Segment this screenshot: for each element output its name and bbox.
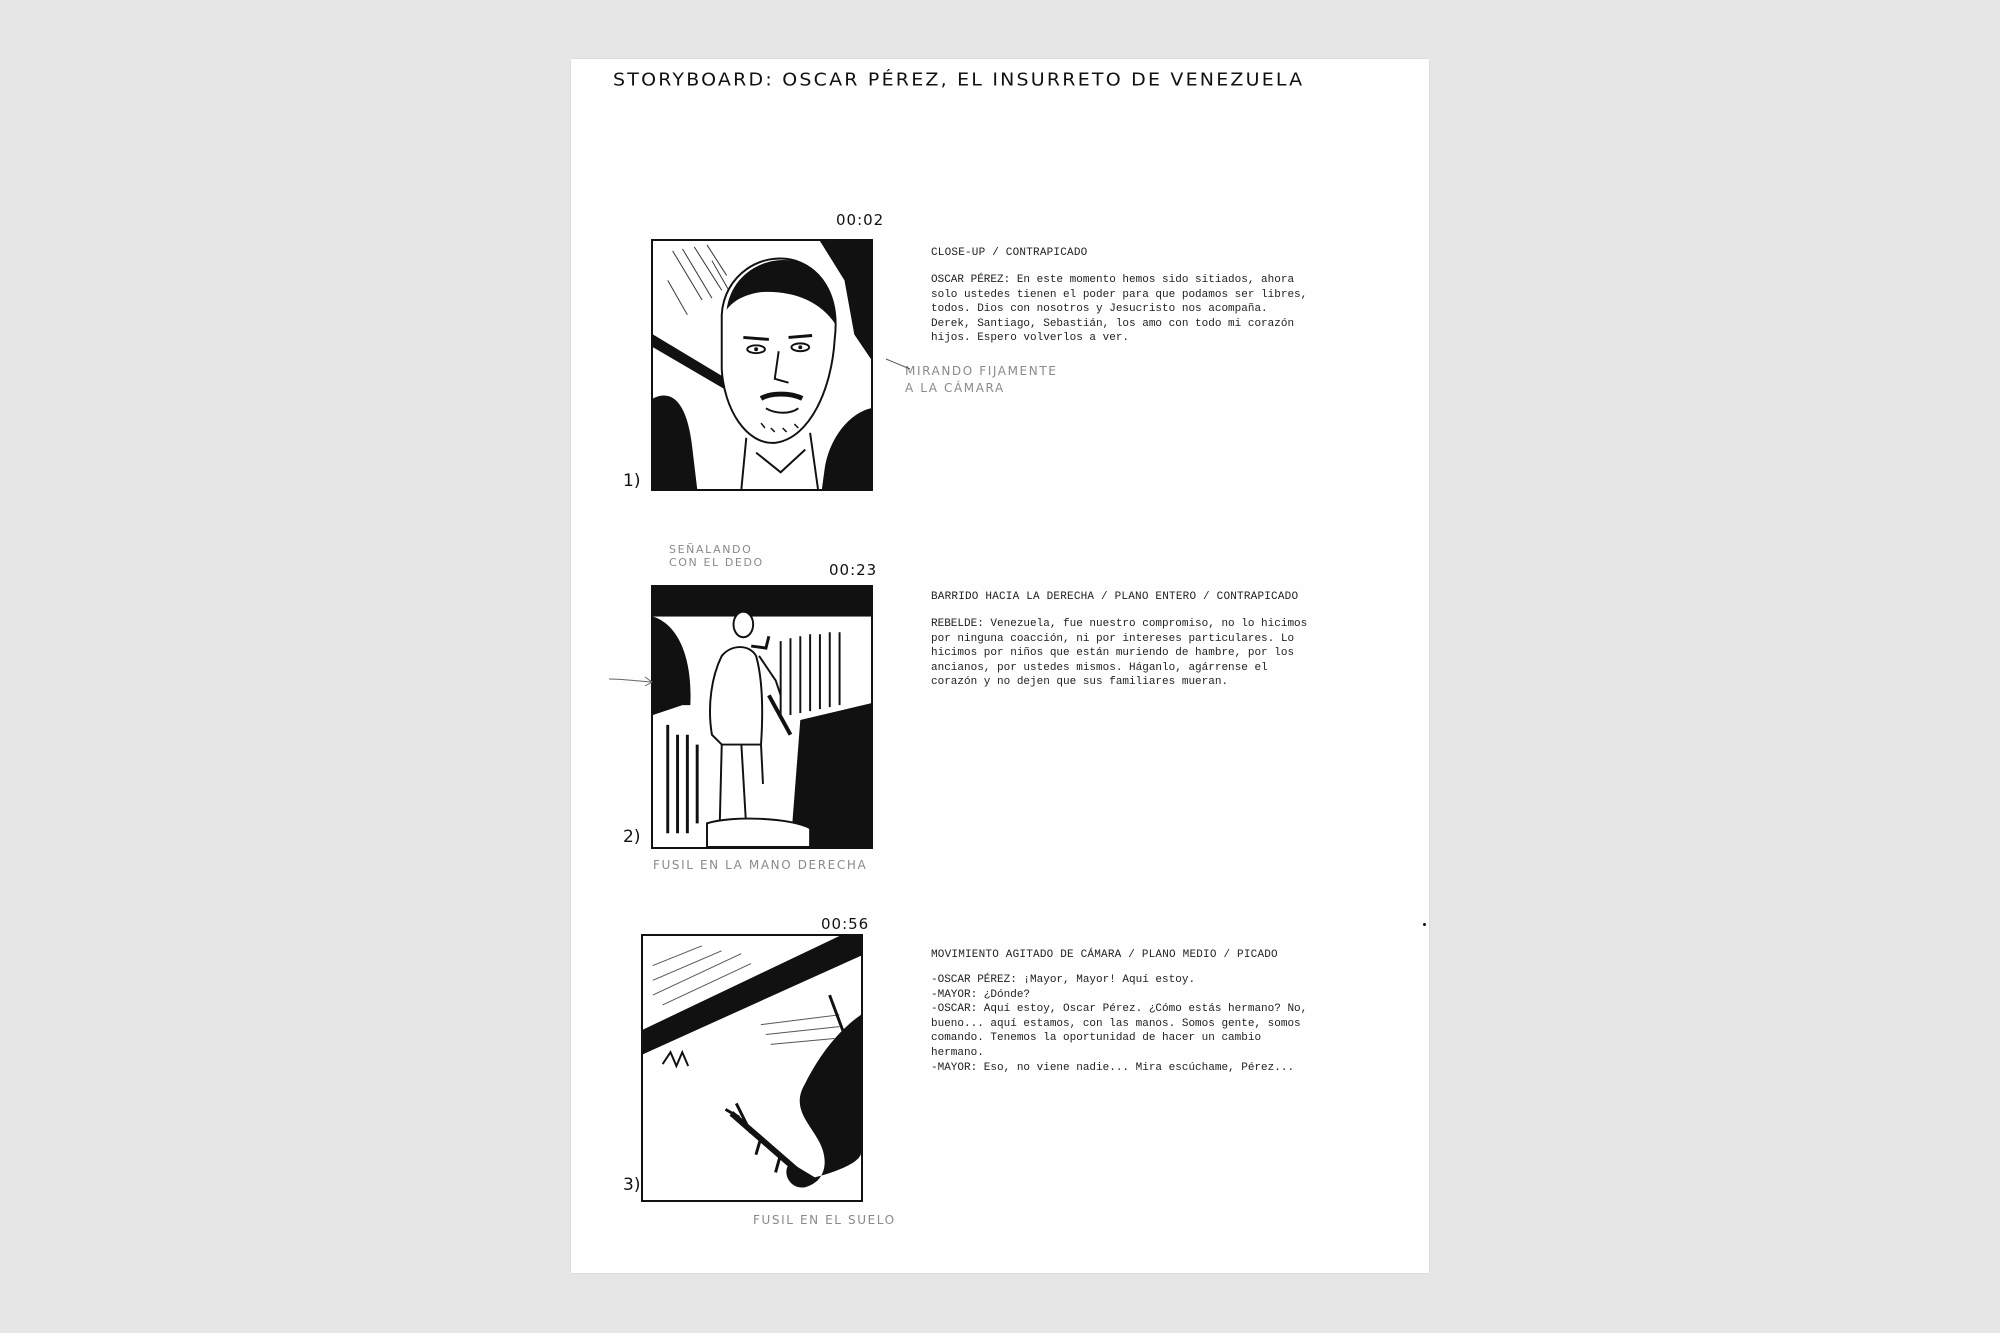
- panel-2-note-top: SEÑALANDO CON EL DEDO: [669, 543, 764, 569]
- panel-2-note-bottom: FUSIL EN LA MANO DERECHA: [653, 858, 868, 872]
- paper-dot: [1423, 923, 1426, 926]
- panel-1-shot-type: CLOSE-UP / CONTRAPICADO: [931, 247, 1088, 259]
- panel-2-shot-type: BARRIDO HACIA LA DERECHA / PLANO ENTERO / CONTRAPICADO: [931, 591, 1299, 603]
- panel-2-dialog: REBELDE: Venezuela, fue nuestro compromiso, no lo hicimos por ninguna coacción, ni por intereses particulares. Lo hicimos por niños que están muriendo de hambre, por los ancianos, por ustedes mismos. Háganlo, agárrense el corazón y no dejen que sus familiares mueran.: [931, 618, 1308, 689]
- panel-1-number: 1): [623, 471, 641, 491]
- panel-3-note: FUSIL EN EL SUELO: [753, 1213, 896, 1227]
- storyboard-page: [571, 59, 1429, 1273]
- panel-2-arrow: [607, 673, 657, 689]
- panel-1-timecode: 00:02: [836, 211, 885, 229]
- panel-1-arrow: [884, 357, 914, 371]
- panel-2-sketch: [651, 585, 873, 849]
- panel-1-dialog: OSCAR PÉREZ: En este momento hemos sido sitiados, ahora solo ustedes tienen el poder para que podamos ser libres, todos. Dios con nosotros y Jesucristo nos acompaña. Derek, Santiago, Sebastián, los amo con todo mi corazón hijos. Espero volverlos a ver.: [931, 274, 1308, 345]
- panel-3-number: 3): [623, 1175, 641, 1195]
- panel-1-note: MIRANDO FIJAMENTE A LA CÁMARA: [905, 364, 1058, 395]
- storyboard-title: STORYBOARD: OSCAR PÉREZ, EL INSURRETO DE VENEZUELA: [613, 69, 1305, 91]
- panel-3-shot-type: MOVIMIENTO AGITADO DE CÁMARA / PLANO MEDIO / PICADO: [931, 949, 1278, 961]
- panel-3-timecode: 00:56: [821, 915, 870, 933]
- panel-1-sketch: [651, 239, 873, 491]
- panel-2-number: 2): [623, 827, 641, 847]
- panel-3-sketch: [641, 934, 863, 1202]
- panel-2-timecode: 00:23: [829, 561, 878, 579]
- panel-3-dialog: -OSCAR PÉREZ: ¡Mayor, Mayor! Aquí estoy. -MAYOR: ¿Dónde? -OSCAR: Aquí estoy, Oscar Pérez. ¿Cómo estás hermano? No, bueno... aquí estamos, con las manos. Somos gente, somos comando. Tenemos la oportunidad de hacer un cambio hermano. -MAYOR: Eso, no viene nadie... Mira escúchame, Pérez...: [931, 974, 1308, 1074]
